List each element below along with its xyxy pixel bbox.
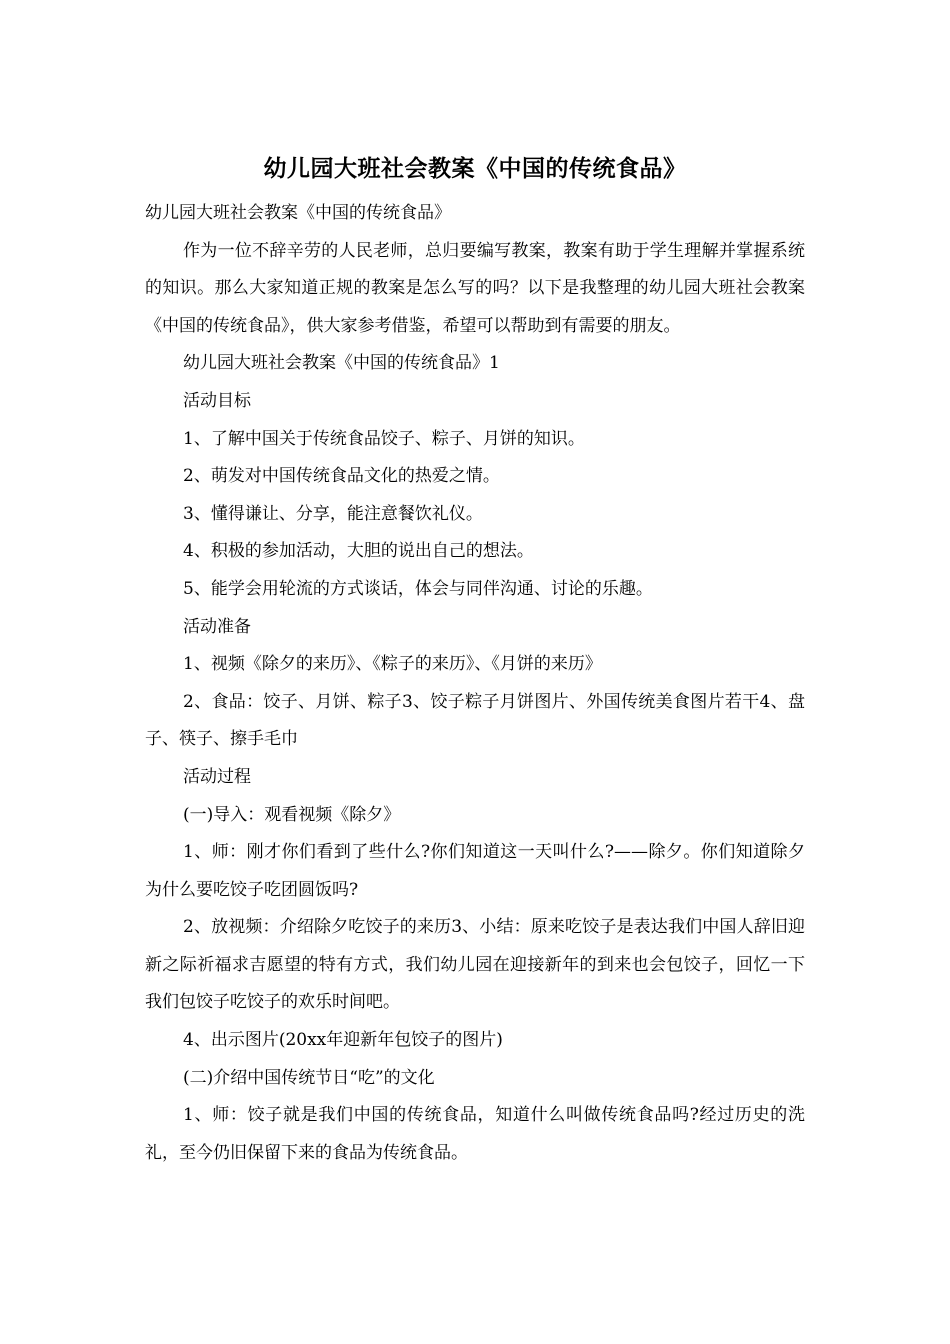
goal-item: 5、能学会用轮流的方式谈话，体会与同伴沟通、讨论的乐趣。 [183,578,653,599]
subtitle-paragraph: 幼儿园大班社会教案《中国的传统食品》 [145,203,451,223]
process-paragraph: 1、师：饺子就是我们中国的传统食品，知道什么叫做传统食品吗?经过历史的洗礼，至今仍旧保留下来的食品为传统食品。 [145,1105,805,1163]
process-paragraph: 2、放视频：介绍除夕吃饺子的来历3、小结：原来吃饺子是表达我们中国人辞旧迎新之际祈福求吉愿望的特有方式，我们幼儿园在迎接新年的到来也会包饺子，回忆一下我们包饺子吃饺子的欢乐时间吧。 [145,917,805,1013]
heading-activity-goals: 活动目标 [183,390,251,411]
goal-item: 3、懂得谦让、分享，能注意餐饮礼仪。 [183,503,483,524]
process-step-heading: (一)导入：观看视频《除夕》 [183,804,401,825]
document-body [145,195,805,1172]
heading-activity-preparation: 活动准备 [183,616,251,637]
goal-item: 1、了解中国关于传统食品饺子、粽子、月饼的知识。 [183,428,585,449]
preparation-item: 1、视频《除夕的来历》、《粽子的来历》、《月饼的来历》 [183,654,602,675]
process-paragraph: 4、出示图片(20xx年迎新年包饺子的图片) [183,1030,503,1051]
section-heading-lesson-1: 幼儿园大班社会教案《中国的传统食品》1 [183,353,500,374]
heading-activity-process: 活动过程 [183,766,251,787]
intro-paragraph: 作为一位不辞辛劳的人民老师，总归要编写教案，教案有助于学生理解并掌握系统的知识。那么大家知道正规的教案是怎么写的吗？以下是我整理的幼儿园大班社会教案《中国的传统食品》，供大家参考借鉴，希望可以帮助到有需要的朋友。 [145,240,805,336]
goal-item: 4、积极的参加活动，大胆的说出自己的想法。 [183,541,534,562]
goal-item: 2、萌发对中国传统食品文化的热爱之情。 [183,466,500,487]
process-step-heading: (二)介绍中国传统节日“吃”的文化 [183,1067,435,1088]
process-paragraph: 1、师：刚才你们看到了些什么?你们知道这一天叫什么?——除夕。你们知道除夕为什么要吃饺子吃团圆饭吗? [145,842,805,900]
preparation-item: 2、食品：饺子、月饼、粽子3、饺子粽子月饼图片、外国传统美食图片若干4、盘子、筷子、擦手毛巾 [145,691,805,750]
document-title: 幼儿园大班社会教案《中国的传统食品》 [263,156,687,182]
